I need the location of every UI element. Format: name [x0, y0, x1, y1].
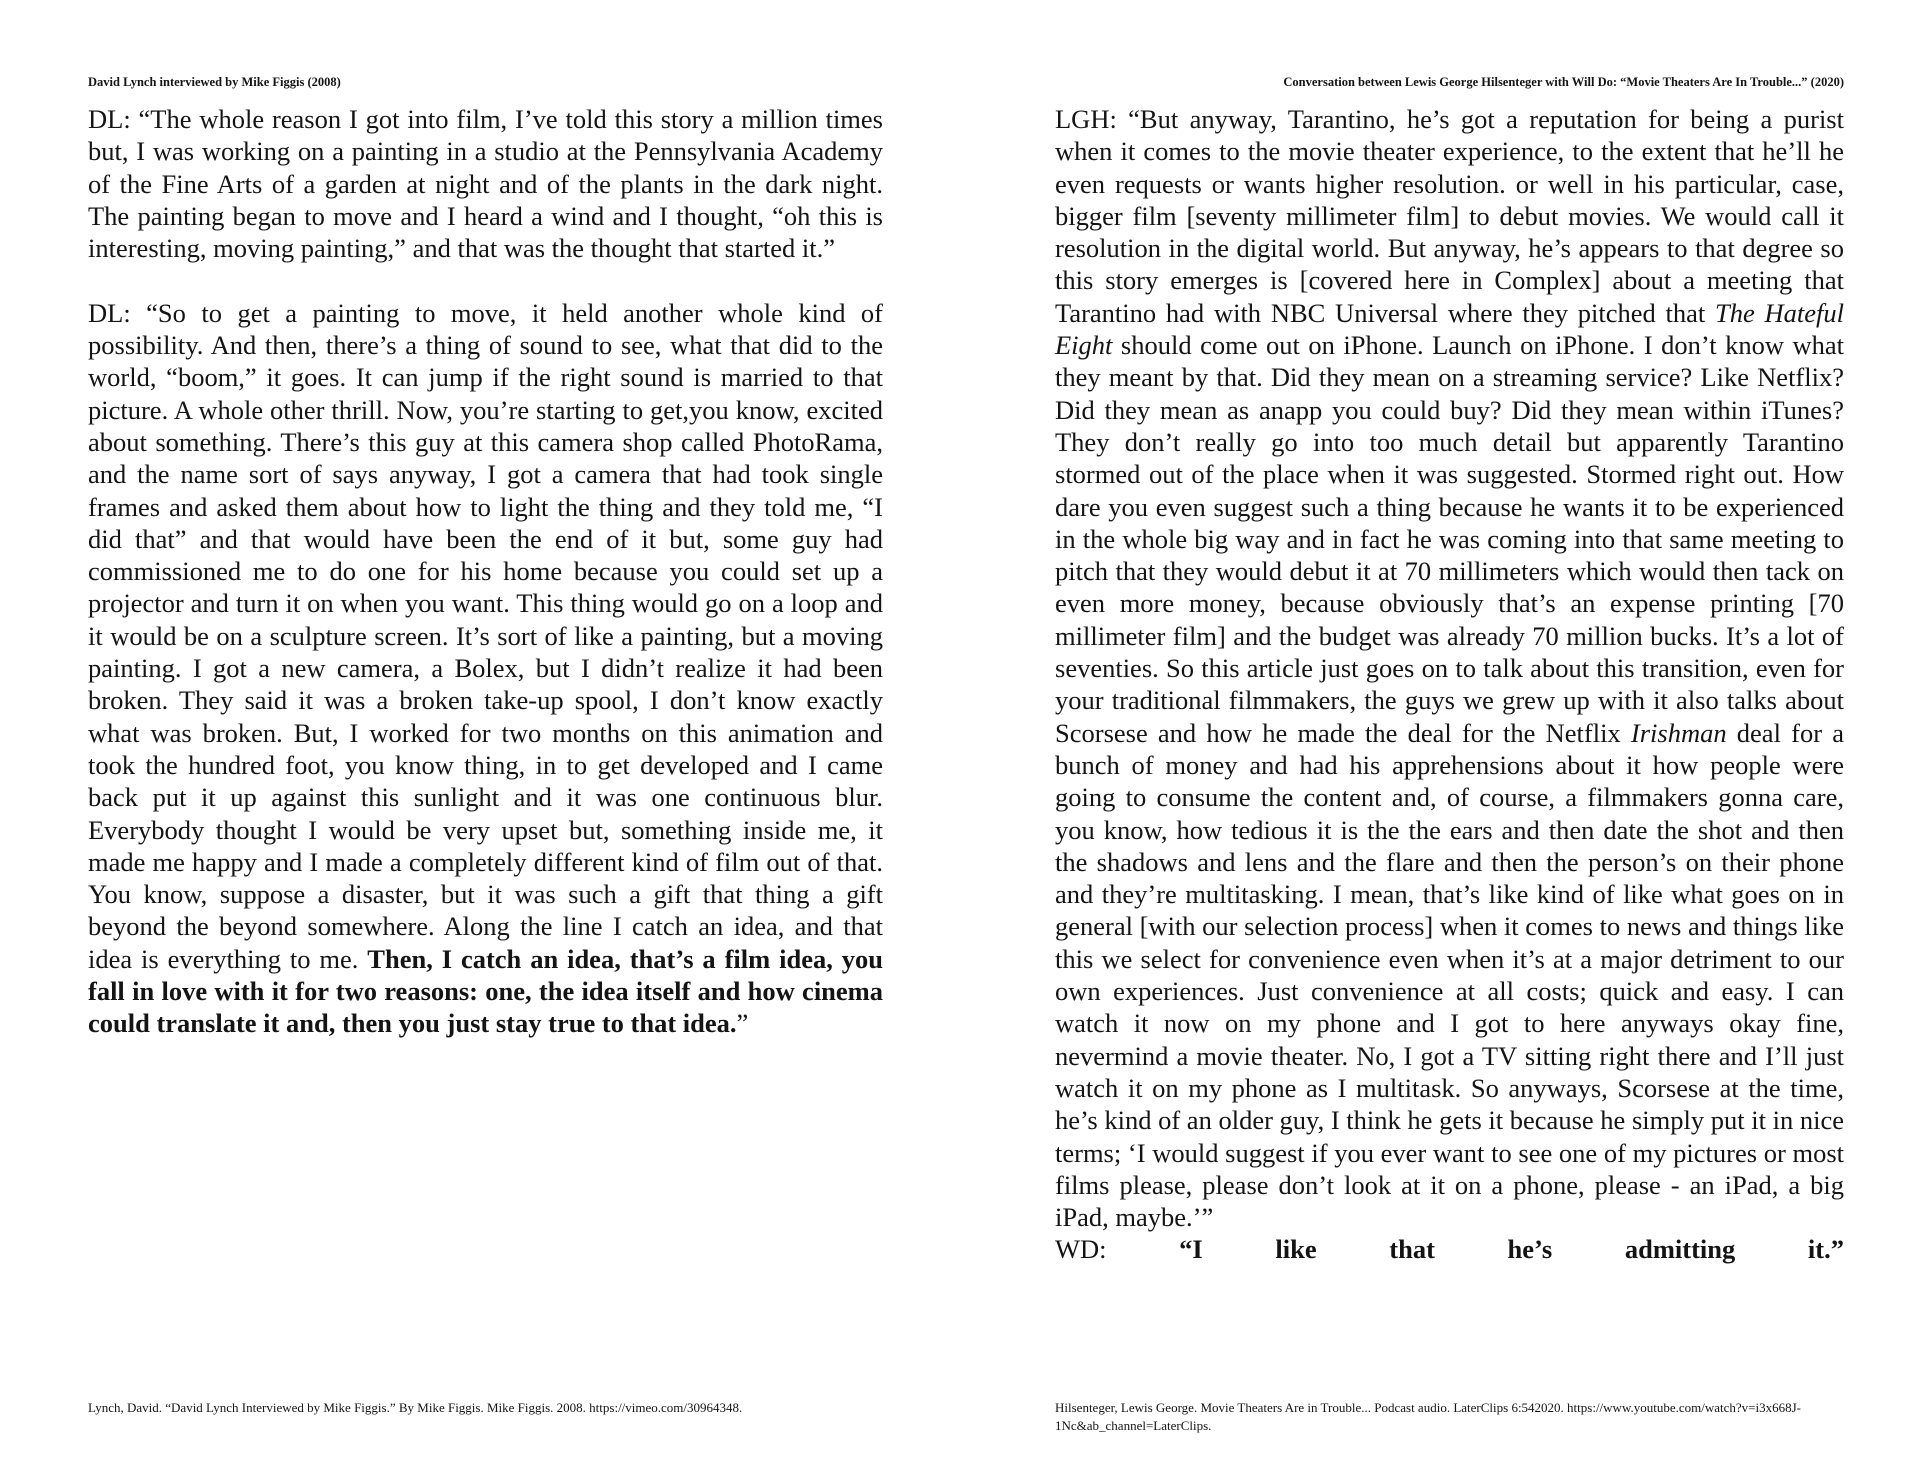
lgh-text-part-3: deal for a bunch of money and had his apprehensions about it how people were going to consume the content and, of course, a filmmakers gonna care, you know, how tedious it is the the ears and then date the shot and then the shadows and lens and the flare and then the person’s on their phone and they’re multitasking. I mean, that’s like kind of like what goes on in general [with our selection process] when it comes to news and things like this we select for convenience even when it’s at a major detriment to our own experiences. Just convenience at all costs; quick and easy. I can watch it now on my phone and I got to here anyways okay fine, nevermind a movie theater. No, I got a TV sitting right there and I’ll just watch it on my phone as I multitask. So anyways, Scorsese at the time, he’s kind of an older guy, I think he gets it because he simply put it in nice terms; ‘I would suggest if you ever want to see one of my pictures or most films please, please don’t look at it on a phone, please - an iPad, a big iPad, maybe.’” [1055, 717, 1844, 1233]
right-page [1055, 0, 1844, 1484]
lgh-text-part-2: should come out on iPhone. Launch on iPhone. I don’t know what they meant by that. Did they mean on a streaming service? Like Netflix? Did they mean as anapp you could buy? Did they mean within iTunes? They don’t really go into too much detail but apparently Tarantino stormed out of the place when it was suggested. Stormed right out. How dare you even suggest such a thing because he wants it to be experienced in the whole big way and in fact he was coming into that same meeting to pitch that they would debut it at 70 millimeters which would then tack on even more money, because obviously that’s an expense printing [70 millimeter film] and the budget was already 70 million bucks. It’s a lot of seventies. So this article just goes on to talk about this transition, even for your traditional filmmakers, the guys we grew up with it also talks about Scorsese and how he made the deal for the Netflix [1055, 330, 1844, 748]
lynch-paragraph-2-closing-mark: ” [736, 1008, 749, 1039]
right-footnote: Hilsenteger, Lewis George. Movie Theaters Are in Trouble... Podcast audio. LaterClips 6:542020. https://www.youtube.com/watch?v=i3x668J-1Nc&ab_channel=LaterClips. [1055, 1400, 1802, 1433]
lynch-paragraph-2-bold-quote: Then, I catch an idea, that’s a film idea, you fall in love with it for two reasons: one, the idea itself and how cinema could translate it and, then you just stay true to that idea. [88, 943, 883, 1039]
wd-word: it.” [1807, 1234, 1844, 1265]
wd-word: like [1275, 1234, 1317, 1265]
wd-word: that [1389, 1234, 1435, 1265]
left-page [88, 0, 883, 1484]
left-footnote: Lynch, David. “David Lynch Interviewed by Mike Figgis.” By Mike Figgis. Mike Figgis. 2008. https://vimeo.com/30964348. [88, 1400, 743, 1415]
lynch-paragraph-1: DL: “The whole reason I got into film, I’ve told this story a million times but, I was working on a painting in a studio at the Pennsylvania Academy of the Fine Arts of a garden at night and of the plants in the dark night. The painting began to move and I heard a wind and I thought, “oh this is interesting, moving painting,” and that was the thought that started it.” [88, 104, 883, 264]
lgh-paragraph [1055, 103, 1844, 1233]
right-running-head: Conversation between Lewis George Hilsenteger with Will Do: “Movie Theaters Are In Trouble...” (2020) [1283, 75, 1844, 89]
lgh-text-part-1: LGH: “But anyway, Tarantino, he’s got a reputation for being a purist when it comes to the movie theater experience, to the extent that he’ll he even requests or wants higher resolution. or well in his particular, case, bigger film [seventy millimeter film] to debut movies. We would call it resolution in the digital world. But anyway, he’s appears to that degree so this story emerges is [covered here in Complex] about a meeting that Tarantino had with NBC Universal where they pitched that [1055, 104, 1844, 328]
lynch-paragraph-2-text: DL: “So to get a painting to move, it held another whole kind of possibility. And then, there’s a thing of sound to see, what that did to the world, “boom,” it goes. It can jump if the right sound is married to that picture. A whole other thrill. Now, you’re starting to get,you know, excited about something. There’s this guy at this camera shop called PhotoRama, and the name sort of says anyway, I got a camera that had took single frames and asked them about how to light the thing and they told me, “I did that” and that would have been the end of it but, some guy had commissioned me to do one for his home because you could set up a projector and turn it on when you want. This thing would go on a loop and it would be on a sculpture screen. It’s sort of like a painting, but a moving painting. I got a new camera, a Bolex, but I didn’t realize it had been broken. They said it was a broken take-up spool, I don’t know exactly what was broken. But, I worked for two months on this animation and took the hundred foot, you know thing, in to get developed and I came back put it up against this sunlight and it was one continuous blur. Everybody thought I would be very upset but, something inside me, it made me happy and I made a completely different kind of film out of that. You know, suppose a disaster, but it was such a gift that thing a gift beyond the beyond somewhere. Along the line I catch an idea, and that idea is everything to me. [88, 297, 883, 974]
left-running-head: David Lynch interviewed by Mike Figgis (2008) [88, 75, 341, 89]
film-title-irishman: Irishman [1630, 717, 1727, 748]
wd-word: he’s [1507, 1234, 1553, 1265]
film-title-hateful-eight: The Hateful Eight [1055, 297, 1844, 361]
left-body-text [88, 103, 883, 1040]
wd-speaker: WD: [1055, 1234, 1107, 1265]
wd-word: “I [1179, 1234, 1203, 1265]
lynch-paragraph-2 [88, 297, 883, 1040]
wd-line [1055, 1233, 1844, 1265]
right-body-text [1055, 103, 1844, 1266]
wd-word: admitting [1624, 1234, 1736, 1265]
